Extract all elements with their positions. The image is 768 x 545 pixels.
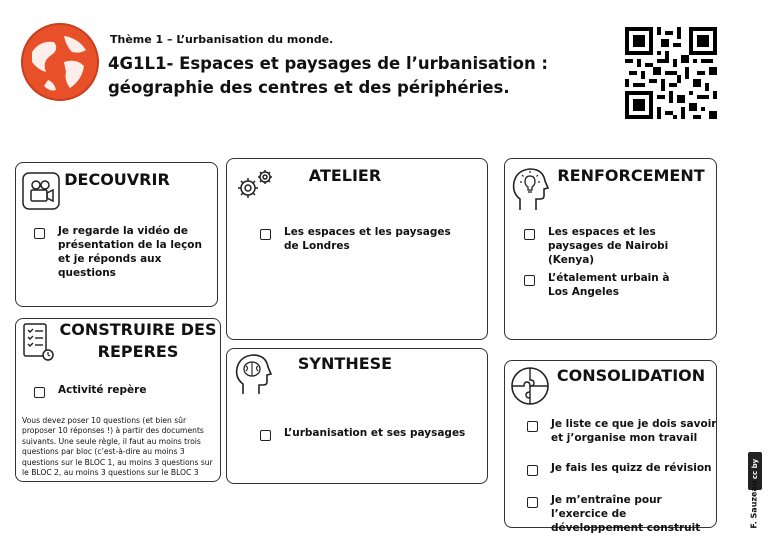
item-label: Les espaces et les paysages de Nairobi (Kenya)	[548, 226, 669, 266]
card-consolidation-title: CONSOLIDATION	[556, 366, 706, 385]
checkbox[interactable]	[34, 387, 45, 398]
item-label: Je regarde la vidéo de présentation de la leçon et je réponds aux questions	[58, 225, 202, 279]
synthese-item[interactable]	[260, 426, 480, 441]
puzzle-icon	[510, 366, 550, 406]
checkbox[interactable]	[524, 229, 535, 240]
page-title-line1: 4G1L1- Espaces et paysages de l’urbanisation :	[108, 54, 549, 73]
consolidation-item-1[interactable]	[527, 417, 717, 445]
brain-head-icon	[233, 352, 273, 396]
card-construire-title-line2: REPERES	[97, 342, 179, 361]
checkbox[interactable]	[527, 421, 538, 432]
theme-label: Thème 1 – L’urbanisation du monde.	[110, 33, 334, 46]
checkbox[interactable]	[260, 430, 271, 441]
item-label: Activité repère	[58, 384, 147, 396]
video-camera-icon	[22, 172, 60, 210]
lightbulb-head-icon	[510, 166, 550, 212]
checkbox[interactable]	[34, 228, 45, 239]
item-label: Je fais les quizz de révision	[551, 462, 712, 474]
card-renforcement-title: RENFORCEMENT	[557, 166, 705, 185]
page-title-line2: géographie des centres et des périphéries.	[108, 78, 510, 97]
item-label: Les espaces et les paysages de Londres	[284, 226, 451, 252]
consolidation-item-3[interactable]	[527, 493, 717, 535]
card-synthese-title: SYNTHESE	[297, 354, 393, 373]
checkbox[interactable]	[260, 229, 271, 240]
atelier-item[interactable]	[260, 225, 460, 253]
checklist-icon	[20, 322, 56, 362]
card-atelier-title: ATELIER	[308, 166, 382, 185]
globe-logo-icon	[20, 22, 100, 102]
checkbox[interactable]	[527, 497, 538, 508]
card-construire-title-line1: CONSTRUIRE DES	[59, 320, 217, 339]
construire-item[interactable]	[34, 383, 212, 398]
item-label: L’urbanisation et ses paysages	[284, 427, 466, 439]
renforcement-item-1[interactable]	[524, 225, 714, 267]
qr-code-icon[interactable]	[625, 27, 717, 119]
license-text: cc by	[751, 458, 759, 480]
card-decouvrir-title: DECOUVRIR	[64, 170, 170, 189]
checkbox[interactable]	[527, 465, 538, 476]
decouvrir-item[interactable]	[34, 224, 212, 280]
item-label: L’étalement urbain à Los Angeles	[548, 272, 670, 298]
item-label: Je liste ce que je dois savoir et j’organise mon travail	[551, 418, 717, 444]
construire-instructions: Vous devez poser 10 questions (et bien sûr proposer 10 réponses !) à partir des documents suivants. Une seule règle, il faut au moins trois questions par bloc (c’est-à-dire au moins 3 questions sur le BLOC 1, au moins 3 questions sur le BLOC 2, au moins 3 questions sur le BLOC 3	[22, 416, 213, 478]
gears-icon	[234, 166, 276, 202]
item-label: Je m’entraîne pour l’exercice de développement construit	[551, 494, 701, 534]
author-credit: F. Sauzeau	[749, 480, 759, 529]
checkbox[interactable]	[524, 275, 535, 286]
consolidation-item-2[interactable]	[527, 461, 717, 476]
renforcement-item-2[interactable]	[524, 271, 674, 299]
